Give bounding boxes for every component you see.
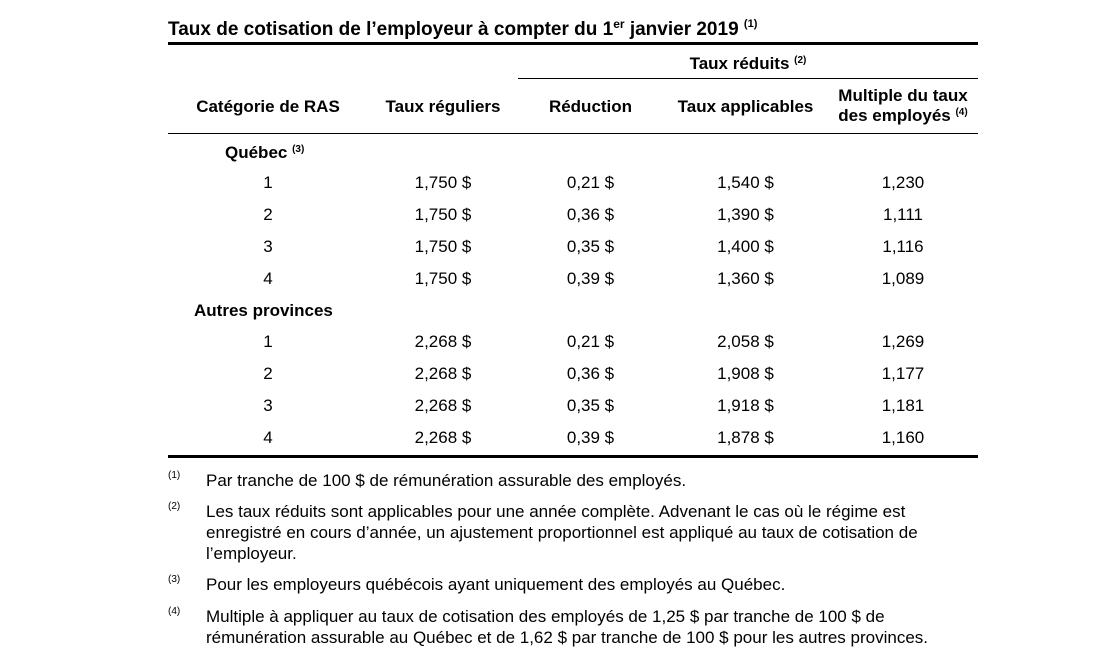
cell-regular: 2,268 $ — [414, 332, 472, 351]
title-footnote-ref: (1) — [743, 18, 758, 30]
header-reduction: Réduction — [548, 97, 633, 116]
cell-reduction: 0,39 $ — [566, 428, 615, 447]
cell-regular: 2,268 $ — [414, 428, 472, 447]
cell-regular: 1,750 $ — [414, 173, 472, 192]
cell-category: 2 — [263, 364, 273, 383]
footnote-number: (4) — [168, 606, 181, 617]
cell-category: 1 — [263, 332, 273, 351]
cell-regular: 2,268 $ — [414, 364, 472, 383]
cell-category: 4 — [263, 428, 273, 447]
table-row — [168, 167, 978, 199]
section-label-quebec: Québec $^{(3)}$ — [225, 143, 305, 162]
cell-applicable: 2,058 $ — [717, 332, 774, 351]
header-multiple-line1: Multiple du taux — [838, 86, 968, 105]
cell-multiple: 1,177 — [881, 364, 925, 383]
cell-reduction: 0,21 $ — [566, 332, 615, 351]
table-row — [168, 422, 978, 454]
cell-category: 2 — [263, 205, 273, 224]
table-row — [168, 199, 978, 231]
cell-category: 4 — [263, 269, 273, 288]
bottom-rule — [168, 455, 978, 458]
cell-multiple: 1,111 — [882, 205, 924, 224]
cell-reduction: 0,36 $ — [566, 205, 615, 224]
table-row — [168, 358, 978, 390]
footnote-number: (1) — [168, 470, 181, 481]
cell-reduction: 0,21 $ — [566, 173, 615, 192]
cell-applicable: 1,360 $ — [717, 269, 774, 288]
footnote-number: (2) — [168, 501, 181, 512]
cell-multiple: 1,181 — [881, 396, 925, 415]
cell-multiple: 1,160 — [881, 428, 925, 447]
header-regular-rates: Taux réguliers — [385, 97, 501, 116]
cell-applicable: 1,918 $ — [717, 396, 774, 415]
cell-multiple: 1,269 — [881, 332, 925, 351]
cell-category: 3 — [263, 396, 273, 415]
cell-reduction: 0,39 $ — [566, 269, 615, 288]
header-multiple-line2: des employés $^{(4)}$ — [838, 106, 968, 125]
cell-regular: 1,750 $ — [414, 237, 472, 256]
title-text: Taux de cotisation de l’employeur à compter du 1 — [168, 19, 614, 40]
cell-reduction: 0,35 $ — [566, 237, 615, 256]
cell-regular: 2,268 $ — [414, 396, 472, 415]
footnote-text: Pour les employeurs québécois ayant uniquement des employés au Québec. — [206, 575, 786, 594]
cell-multiple: 1,116 — [882, 237, 924, 256]
cell-category: 1 — [263, 173, 273, 192]
footnote-text: Multiple à appliquer au taux de cotisation des employés de 1,25 $ par tranche de 100 $ de rémunération assurable au Québec et de 1,62 $ par tranche de 100 $ pour les autres provinces. — [206, 607, 929, 647]
cell-multiple: 1,230 — [881, 173, 925, 192]
header-employee-multiple — [828, 86, 978, 126]
cell-regular: 1,750 $ — [414, 269, 472, 288]
cell-regular: 1,750 $ — [414, 205, 472, 224]
table-row — [168, 326, 978, 358]
table-row — [168, 263, 978, 295]
cell-applicable: 1,390 $ — [717, 205, 774, 224]
table-row — [168, 390, 978, 422]
footnote-number: (3) — [168, 574, 181, 585]
reduced-rates-group-header — [518, 54, 978, 74]
header-bottom-rule — [168, 133, 978, 134]
section-footnote-ref: (3) — [292, 144, 305, 155]
group-label: Taux réduits — [689, 54, 790, 73]
cell-multiple: 1,089 — [881, 269, 925, 288]
footnote-text: Les taux réduits sont applicables pour une année complète. Advenant le cas où le régime est enregistré en cours d’année, un ajustement proportionnel est appliqué au taux de cotisation de l’employeur. — [206, 502, 918, 563]
group-footnote-ref: (2) — [794, 55, 807, 66]
top-rule — [168, 42, 978, 45]
cell-applicable: 1,908 $ — [717, 364, 774, 383]
cell-applicable: 1,540 $ — [717, 173, 774, 192]
section-label-other-provinces: Autres provinces — [194, 301, 333, 320]
group-rule — [518, 78, 978, 79]
title-rest: janvier 2019 — [624, 19, 744, 40]
table-title — [168, 9, 757, 39]
cell-applicable: 1,878 $ — [717, 428, 774, 447]
header-category: Catégorie de RAS — [196, 97, 340, 116]
table-row — [168, 231, 978, 263]
cell-category: 3 — [263, 237, 273, 256]
cell-reduction: 0,35 $ — [566, 396, 615, 415]
footnote-text: Par tranche de 100 $ de rémunération assurable des employés. — [206, 471, 687, 490]
header-applicable-rates: Taux applicables — [677, 97, 814, 116]
cell-reduction: 0,36 $ — [566, 364, 615, 383]
header-multiple-ref: (4) — [955, 107, 968, 118]
cell-applicable: 1,400 $ — [717, 237, 774, 256]
title-superscript: er — [613, 17, 625, 31]
